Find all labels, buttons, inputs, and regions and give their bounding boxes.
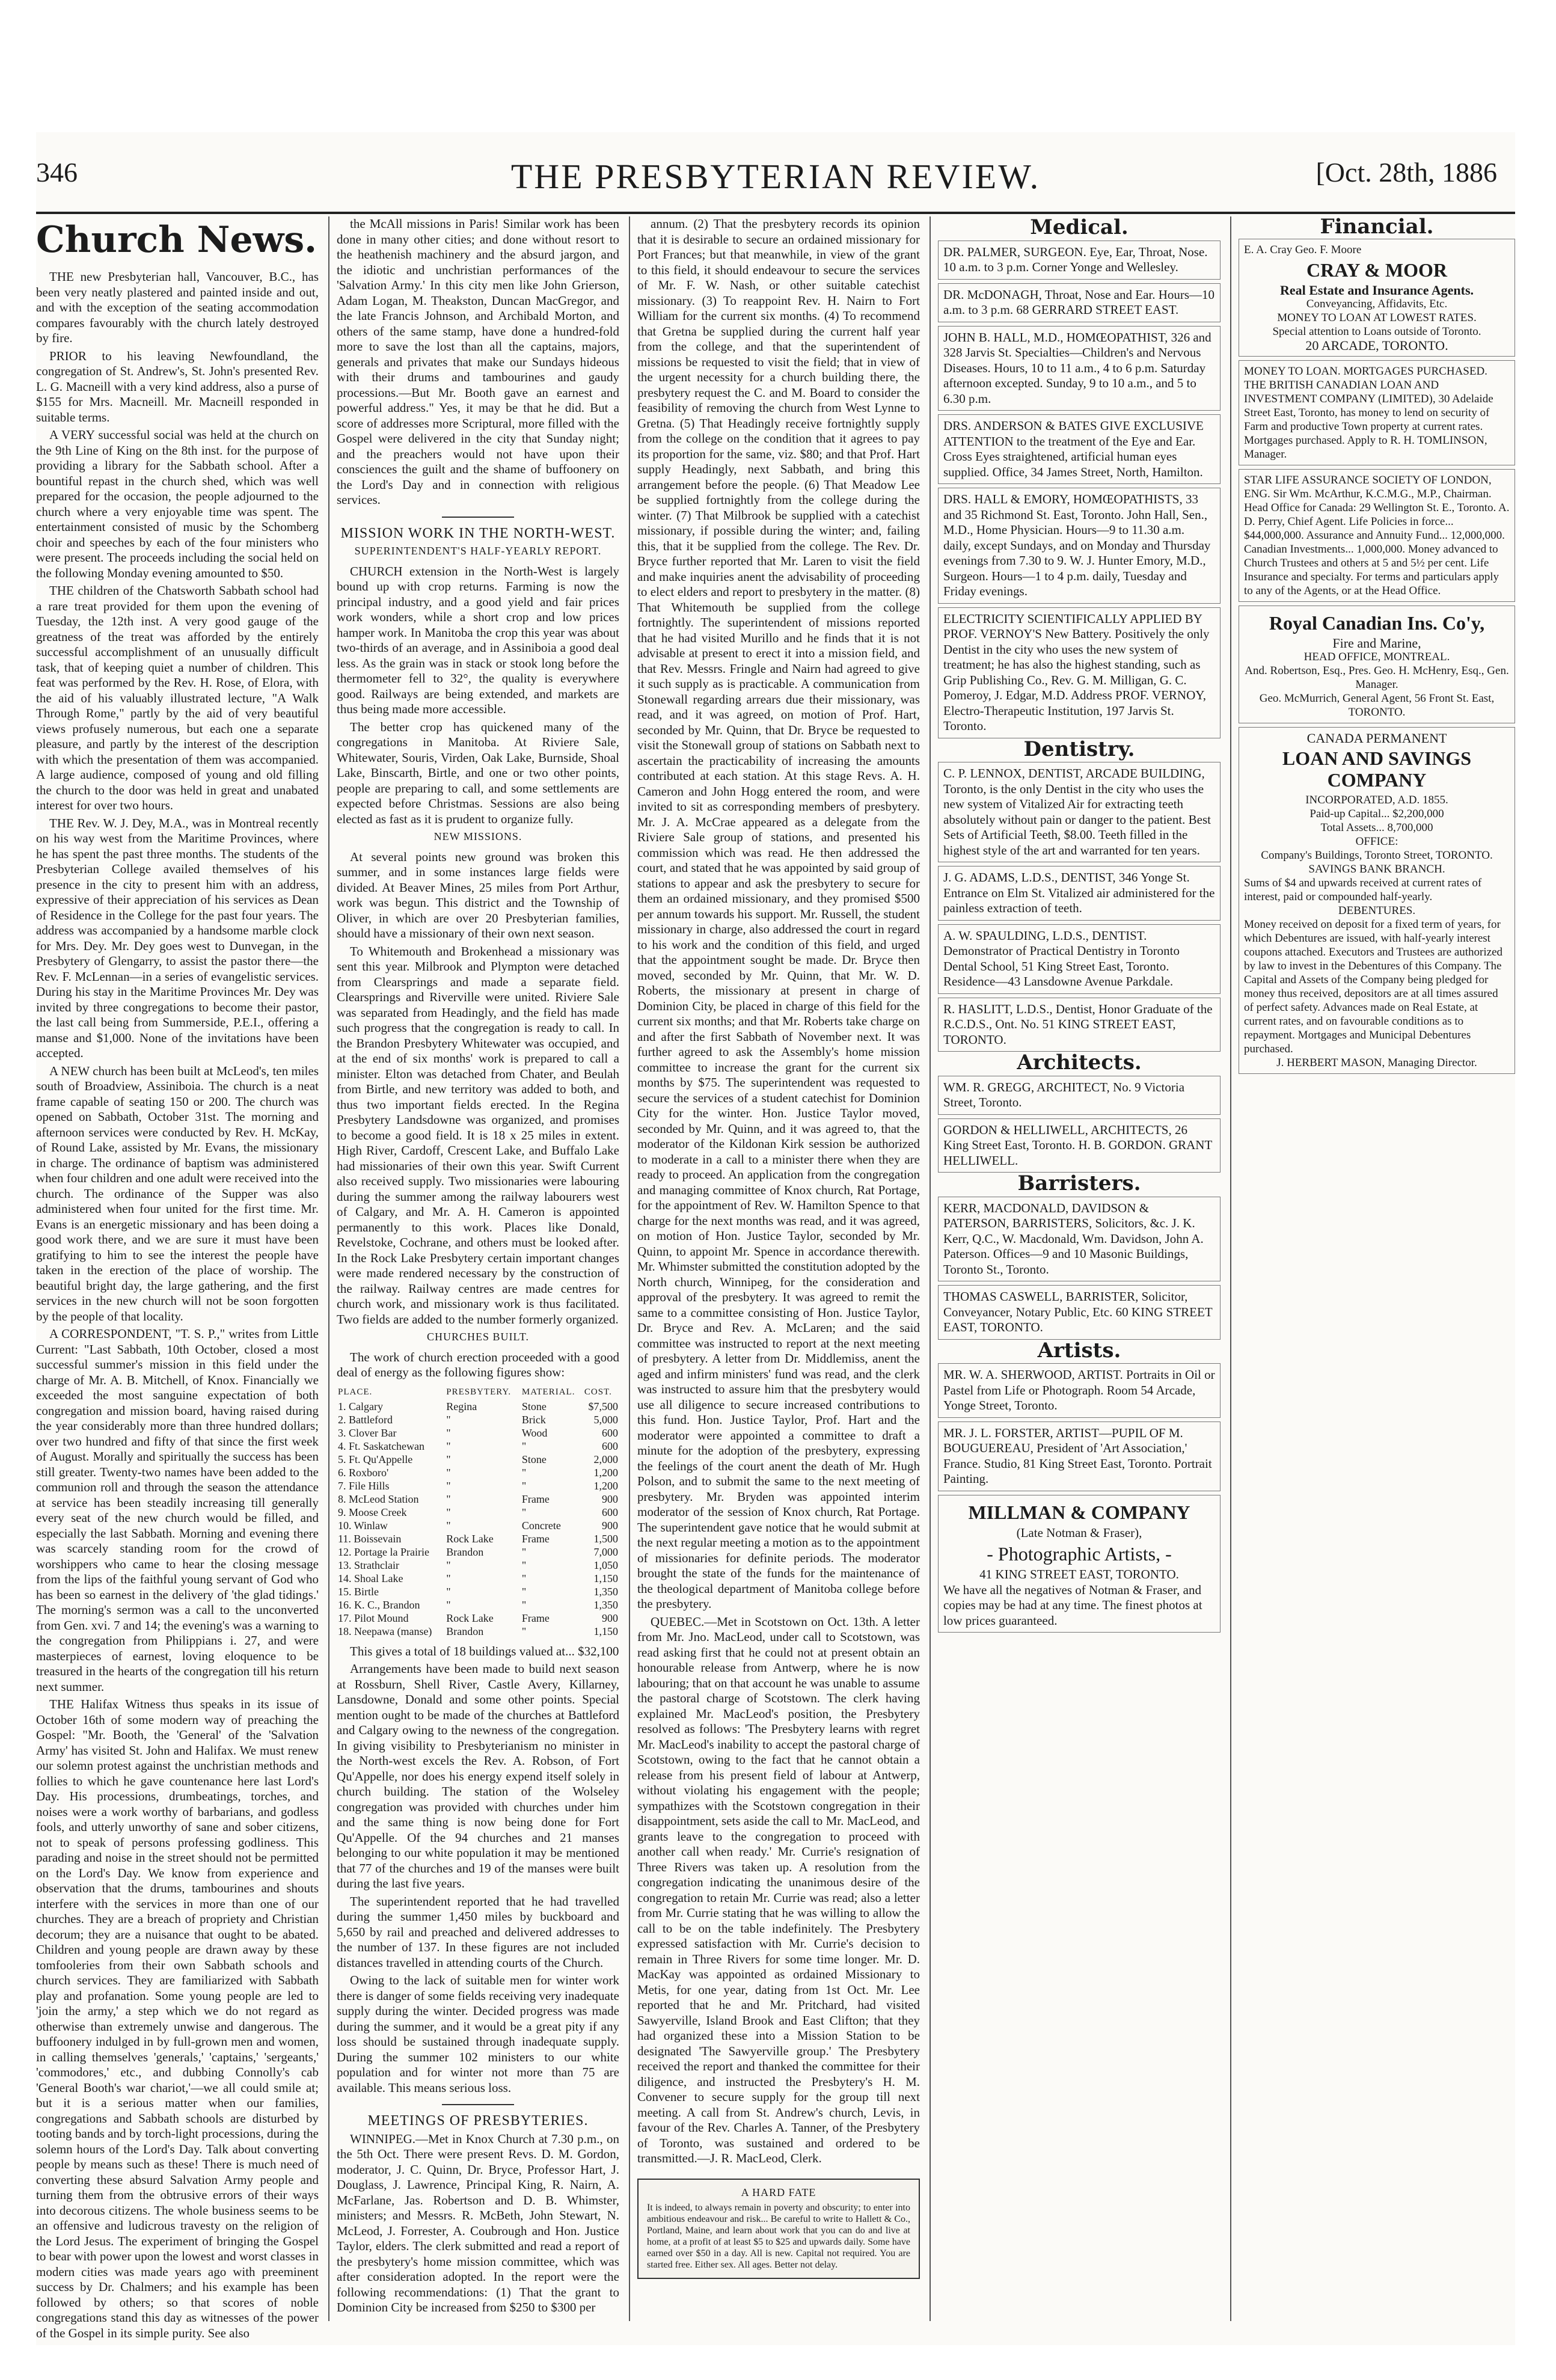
article-paragraph: THE children of the Chatsworth Sabbath school had a rare treat provided for them upon the evening of Tuesday, the 12th inst. A very good gauge of the greatness of the treat was afforded by the entirely successful accomplishment of an unusually difficult task, that of keeping quiet a number of children. This feat was performed by the Rev. H. Rose, of Elora, with the aid of his valuably illustrated lecture, "A Walk Through Rome," partly by the aid of very beautiful views profusely numerous, but each one a separate pleasure, and partly by the interest of the description with which the presentation of them was accompanied. A large audience, composed of young and old filling the church to the door was held in great and unabated interest for over two hours. (36, 583, 319, 812)
ad-listing: GORDON & HELLIWELL, ARCHITECTS, 26 King Street East, Toronto. H. B. GORDON. GRANT HELLIWELL. (938, 1118, 1221, 1173)
ad-listing: DRS. ANDERSON & BATES GIVE EXCLUSIVE ATTENTION to the treatment of the Eye and Ear. Cross Eyes straightened, artificial human eyes supplied. Office, 34 James Street, North, Hamilton. (938, 414, 1221, 484)
ad-listing: DR. McDONAGH, Throat, Nose and Ear. Hours—10 a.m. to 3 p.m. 68 GERRARD STREET EAST. (938, 283, 1221, 322)
table-cell: 11. Boissevain (338, 1532, 402, 1545)
ad-millman (938, 1495, 1221, 1633)
table-cell: 1,050 (593, 1559, 618, 1571)
table-cell: 5. Ft. Qu'Appelle (338, 1453, 413, 1465)
ad-listing: KERR, MACDONALD, DAVIDSON & PATERSON, BARRISTERS, Solicitors, &c. J. K. Kerr, Q.C., W. Macdonald, Wm. Davidson, John A. Paterson. Offices—9 and 10 Masonic Buildings, Toronto St., Toronto. (938, 1197, 1221, 1282)
table-cell: Brandon (446, 1625, 484, 1637)
table-cell: 1,150 (593, 1572, 618, 1584)
table-row (337, 1426, 619, 1440)
ad-millman-tagline: - Photographic Artists, - (987, 1543, 1172, 1565)
ad-listing: MR. W. A. SHERWOOD, ARTIST. Portraits in Oil or Pastel from Life or Photograph. Room 54 Arcade, Yonge Street, Toronto. (938, 1363, 1221, 1418)
ad-listing: ELECTRICITY SCIENTIFICALLY APPLIED BY PROF. VERNOY'S New Battery. Positively the only Dentist in the city who uses the new system of treatment; he has also the highest standing, such as Grip Publishing Co., Rev. G. M. Milligan, G. C. Pomeroy, J. Edgar, M.D. Address PROF. VERNOY, Electro-Therapeutic Institution, 197 Jarvis St. Toronto. (938, 607, 1221, 738)
column-rule (328, 216, 329, 2321)
table-cell: " (446, 1559, 451, 1571)
section-divider (442, 2104, 514, 2105)
masthead-title: THE PRESBYTERIAN REVIEW. (510, 157, 1041, 196)
ad-listing: C. P. LENNOX, DENTIST, ARCADE BUILDING, Toronto, is the only Dentist in the city who uses the new system of Vitalized Air for extracting teeth absolutely without pain or danger to the patient. Best Sets of Artificial Teeth, $8.00. Teeth filled in the highest style of the art and warranted for ten years. (938, 762, 1221, 862)
table-cell: " (521, 1559, 527, 1571)
ad-cray-line: Real Estate and Insurance Agents. (1279, 283, 1474, 298)
table-cell: 9. Moose Creek (338, 1506, 407, 1518)
column-financial-ads (1239, 216, 1515, 2321)
section-heading: Church News. (36, 219, 317, 261)
column-presbytery-meetings (637, 216, 920, 2321)
table-cell: " (521, 1545, 527, 1558)
ad-section-heading: Artists. (1037, 1338, 1121, 1363)
table-cell: " (446, 1519, 451, 1532)
ad-listing: J. G. ADAMS, L.D.S., DENTIST, 346 Yonge St. Entrance on Elm St. Vitalized air administered for the painless extraction of teeth. (938, 866, 1221, 921)
table-row (337, 1492, 619, 1506)
ad-royal-office: HEAD OFFICE, MONTREAL. (1303, 651, 1450, 663)
article-paragraph: A CORRESPONDENT, "T. S. P.," writes from Little Current: "Last Sabbath, 10th October, closed a most successful summer's mission in this field under the charge of Mr. A. B. Mitchell, of Knox. Financially we exceeded the most sanguine expectation of both congregation and mission board, having raised during the year considerably more than three hundred dollars; over two hundred and fifty of that since the first week of August. Morally and spiritually the success has been still greater. Twenty-two names have been added to the communion roll and through the season the attendance at service has been steadily increasing till generally every seat of the new church would be filled, and especially the last Sabbath. Morning and evening there was scarcely standing room for the crowd of worshippers who came to hear the closing message from the lips of the faithful young servant of God who has been so earnest in the delivery of 'the glad tidings.' The morning's sermon was a call to the unconverted from Gen. xvi. 7 and 14; the evening's was a warning to the congregation from Philippians i. 27, and were masterpieces of earnest, loving eloquence to be treasured in the hearts of the congregation till his return next summer. (36, 1326, 319, 1694)
table-cell: 600 (602, 1506, 618, 1518)
table-cell: 8. McLeod Station (338, 1492, 419, 1505)
table-cell: 16. K. C., Brandon (338, 1598, 420, 1611)
ad-millman-sub: (Late Notman & Fraser), (1016, 1525, 1142, 1540)
section-divider (442, 517, 514, 518)
table-row (337, 1479, 619, 1492)
table-cell: Brandon (446, 1545, 484, 1558)
article-paragraph: the McAll missions in Paris! Similar work has been done in many other cities; and done without resort to the heathenish machinery and the absurd jargon, and the idiotic and unchristian performances of the 'Salvation Army.' In this city men like John Grierson, Adam Logan, M. Theakston, Duncan MacGregor, and the late Francis Johnson, and Archibald Morton, and others of the same stamp, have done a hundred-fold more to save the lost than all the captains, majors, generals and privates that make our Sundays hideous with their drums and tambourines and gaudy processions.—But Mr. Booth gave an earnest and powerful address." Yes, it may be that he did. But a score of addresses more Scriptural, more filled with the Gospel were delivered in the city that Sunday night; and the preachers would not have upon their consciences the guilt and the shame of buffoonery on the Lord's Day and in connection with religious services. (337, 216, 619, 507)
table-cell: " (446, 1413, 451, 1426)
table-cell: 10. Winlaw (338, 1519, 388, 1532)
table-row (337, 1625, 619, 1638)
table-cell: " (446, 1492, 451, 1505)
table-cell: 18. Neepawa (manse) (338, 1625, 432, 1637)
table-cell: Concrete (521, 1519, 561, 1532)
table-cell: " (446, 1598, 451, 1611)
table-row (337, 1519, 619, 1532)
article-paragraph: THE new Presbyterian hall, Vancouver, B.C., has been very neatly plastered and painted inside and out, and with the exception of the seating accommodation compares favourably with the church lately destroyed by fire. (36, 269, 319, 345)
ad-cp-office: Company's Buildings, Toronto Street, TORONTO. (1261, 849, 1493, 862)
table-cell: 4. Ft. Saskatchewan (338, 1440, 424, 1452)
table-cell: " (446, 1466, 451, 1479)
table-cell: $7,500 (588, 1400, 618, 1412)
ad-royal-agent: Geo. McMurrich, General Agent, 56 Front St. East, TORONTO. (1259, 692, 1495, 719)
ad-millman-name: MILLMAN & COMPANY (968, 1501, 1190, 1523)
table-row (337, 1440, 619, 1453)
ad-royal-canadian (1239, 606, 1515, 723)
article-paragraph: PRIOR to his leaving Newfoundland, the congregation of St. Andrew's, St. John's presented Rev. L. G. Macneill with a very kind address, also a purse of $155 for Mrs. Macneill. Mr. Macneill responded in suitable terms. (36, 348, 319, 425)
ad-listing: STAR LIFE ASSURANCE SOCIETY OF LONDON, ENG. Sir Wm. McArthur, K.C.M.G., M.P., Chairman. Head Office for Canada: 29 Wellington St. E., Toronto. A. D. Perry, Chief Agent. Life Policies in force... $44,000,000. Assurance and Annuity Fund... 12,000,000. Canadian Investments... 1,000,000. Money advanced to Church Trustees and others at 5 and 5½ per cent. Life Insurance and specialty. For terms and particulars apply to any of the Agents, or at the Head Office. (1239, 469, 1515, 602)
table-cell: 14. Shoal Lake (338, 1572, 403, 1584)
table-total: This gives a total of 18 buildings valued at... $32,100 (350, 1643, 619, 1658)
ad-cp-big: LOAN AND SAVINGS COMPANY (1282, 747, 1472, 791)
ad-cp-manager: J. HERBERT MASON, Managing Director. (1276, 1057, 1477, 1069)
ad-listing: MR. J. L. FORSTER, ARTIST—PUPIL OF M. BOUGUEREAU, President of 'Art Association,' France. Studio, 81 King Street East, Toronto. Portrait Painting. (938, 1422, 1221, 1491)
ad-cray-money: MONEY TO LOAN AT LOWEST RATES. (1277, 311, 1477, 324)
table-row (337, 1506, 619, 1519)
article-paragraph: The work of church erection proceeded with a good deal of energy as the following figures show: (337, 1349, 619, 1379)
table-cell: " (521, 1479, 527, 1492)
ad-cray-name: CRAY & MOOR (1306, 259, 1448, 281)
ad-cp-paid: Paid-up Capital... $2,200,000 (1309, 808, 1444, 820)
article-heading: MEETINGS OF PRESBYTERIES. (367, 2113, 589, 2129)
ad-cp-deb: DEBENTURES. (1338, 904, 1416, 917)
issue-date: [Oct. 28th, 1886 (1316, 157, 1497, 188)
page-header (36, 156, 1515, 204)
table-cell: 12. Portage la Prairie (338, 1545, 429, 1558)
table-cell: 1,500 (593, 1532, 618, 1545)
article-paragraph: Arrangements have been made to build next season at Rossburn, Shell River, Castle Avery, Killarney, Lansdowne, Donald and some other points. Special mention ought to be made of the churches at Battleford and Calgary owing to the newness of the congregation. In giving visibility to Presbyterianism no minister in the North-west excels the Rev. A. Robson, of Fort Qu'Appelle, nor does his energy expend itself solely in church building. The station of the Wolseley congregation was provided with churches under him and the same thing is now being done for Fort Qu'Appelle. Of the 94 churches and 21 manses belonging to our white population it may be mentioned that 77 of the churches and 19 of the manses were built during the last five years. (337, 1661, 619, 1891)
ad-royal-officers: And. Robertson, Esq., Pres. Geo. H. McHenry, Esq., Gen. Manager. (1245, 664, 1509, 691)
table-cell: " (446, 1479, 451, 1492)
article-paragraph: To Whitemouth and Brokenhead a missionary was sent this year. Milbrook and Plympton were detached from Clearsprings and made a separate field. Clearsprings and Riverville were united. Riviere Sale was separated from Headingly, and the field has made such progress that the congregation is ready to call. In the Brandon Presbytery Whitewater was occupied, and at the end of six months' work is prepared to call a minister. Elton was detached from Chater, and Beulah from Birtle, and new territory was added to both, and thus two important fields erected. In the Regina Presbytery Landsdowne was organized, and promises to become a good field. It is 18 x 25 miles in extent. High River, Cardoff, Crescent Lake, and Buffalo Lake had missionaries of their own this year. Swift Current also received supply. Two missionaries were labouring during the summer among the railway labourers west of Calgary, and Mr. A. H. Cameron is appointed permanently to this work. Places like Donald, Revelstoke, Cochrane, and others must be looked after. In the Rock Lake Presbytery certain important changes were made rendered necessary by the construction of the railway. Railway centres are made centres for church work, and missionary work is thus facilitated. Two fields are added to the number formerly organized. (337, 943, 619, 1326)
table-cell: 1,350 (593, 1585, 618, 1598)
article-paragraph: A NEW church has been built at McLeod's, ten miles south of Broadview, Assiniboia. The church is a neat frame capable of seating 150 or 200. The church was opened on Sabbath, October 31st. The morning and afternoon services were conducted by Rev. H. McKay, of Round Lake, assisted by Mr. Evans, the missionary in charge. The ordinance of baptism was administered when four children and one adult were received into the church. The ordinance of the Supper was also administered when four united for the first time. Mr. Evans is an energetic missionary and has been doing a good work there, and we are sure it must have been gratifying to him to see the interest the people have taken in the erection of the place of worship. The beautiful bright day, the large gathering, and the first services in the new church will not be soon forgotten by the people of that locality. (36, 1063, 319, 1323)
table-cell: 7. File Hills (338, 1479, 390, 1492)
table-cell: Wood (521, 1426, 548, 1439)
table-cell: " (521, 1572, 527, 1584)
ad-cp-savings-text: Sums of $4 and upwards received at current rates of interest, paid or compounded half-yearly. (1244, 877, 1482, 903)
ad-section-heading: Medical. (1030, 215, 1129, 239)
table-cell: " (521, 1440, 527, 1452)
table-cell: 3. Clover Bar (338, 1426, 397, 1439)
ad-listing: R. HASLITT, L.D.S., Dentist, Honor Graduate of the R.C.D.S., Ont. No. 51 KING STREET EAST, TORONTO. (938, 998, 1221, 1052)
ad-canada-permanent (1239, 727, 1515, 1074)
churches-table (337, 1384, 619, 1638)
table-row (337, 1466, 619, 1479)
ad-cray-moor (1239, 239, 1515, 357)
article-paragraph: At several points new ground was broken this summer, and in some instances large fields were divided. At Beaver Mines, 25 miles from Port Arthur, work was begun. This district and the Township of Oliver, in which are over 20 Presbyterian families, should have a missionary of their own next season. (337, 849, 619, 940)
table-cell: " (446, 1453, 451, 1465)
table-cell: Stone (521, 1453, 547, 1465)
table-cell: 1,350 (593, 1598, 618, 1611)
table-cell: 15. Birtle (338, 1585, 379, 1598)
table-cell: 2,000 (593, 1453, 618, 1465)
table-cell: Brick (521, 1413, 546, 1426)
ad-royal-name: Royal Canadian Ins. Co'y, (1269, 612, 1485, 634)
table-cell: Regina (446, 1400, 477, 1412)
table-row (337, 1598, 619, 1612)
table-cell: 13. Strathclair (338, 1559, 399, 1571)
ad-cp-savings: SAVINGS BANK BRANCH. (1308, 863, 1445, 876)
table-cell: " (446, 1572, 451, 1584)
ad-section-heading: Financial. (1320, 215, 1434, 239)
table-cell: 1,200 (593, 1479, 618, 1492)
article-heading: MISSION WORK IN THE NORTH-WEST. (340, 525, 616, 541)
article-paragraph: The better crop has quickened many of the congregations in Manitoba. At Riviere Sale, Whitewater, Souris, Virden, Oak Lake, Burnside, Shoal Lake, Binscarth, Birtle, and one or two other points, people are preparing to call, and some settlements are expected before Christmas. Sessions are also being elected as fast as it is prudent to organize fully. (337, 719, 619, 826)
ad-cp-inc: INCORPORATED, A.D. 1855. (1305, 794, 1448, 806)
table-cell: 6. Roxboro' (338, 1466, 389, 1479)
table-cell: Frame (521, 1492, 550, 1505)
table-cell: 600 (602, 1426, 618, 1439)
ad-royal-line: Fire and Marine, (1332, 636, 1421, 651)
table-cell: Frame (521, 1612, 550, 1624)
churches-table-body (337, 1400, 619, 1638)
table-cell: 5,000 (593, 1413, 618, 1426)
table-cell: Rock Lake (446, 1532, 494, 1545)
ad-cray-partners: E. A. Cray Geo. F. Moore (1244, 244, 1362, 256)
table-cell: 600 (602, 1440, 618, 1452)
article-paragraph: CHURCH extension in the North-West is largely bound up with crop returns. Farming is now the principal industry, and a good yield and fair prices work wonders, while a short crop and low prices hamper work. In Manitoba the crop this year was about two-thirds of an average, and in Assiniboia a good deal less. As the grain was in stack or stook long before the thermometer fell to 32°, the quality is everywhere good. Railways are being extended, and markets are thus being made more accessible. (337, 563, 619, 716)
table-cell: " (521, 1466, 527, 1479)
article-paragraph: WINNIPEG.—Met in Knox Church at 7.30 p.m., on the 5th Oct. There were present Revs. D. M. Gordon, moderator, J. C. Quinn, Dr. Bryce, Professor Hart, J. Douglass, J. Lawrence, Principal King, R. Nairn, A. McFarlane, Jas. Robertson and D. B. Whimster, ministers; and Messrs. R. McBeth, John Stewart, N. McLeod, J. Forrester, A. Coubrough and Hon. Justice Taylor, elders. The clerk submitted and read a report of the presbytery's home mission committee, which was after consideration adopted. In the report were the following recommendations: (1) That the grant to Dominion City be increased from $250 to $300 per (337, 2131, 619, 2314)
table-header-row (337, 1384, 619, 1400)
advert-hard-fate (637, 2179, 920, 2279)
column-mission-work (337, 216, 619, 2321)
page-number: 346 (36, 157, 78, 188)
table-cell: " (446, 1440, 451, 1452)
table-row (337, 1400, 619, 1413)
ad-section-heading: Barristers. (1017, 1171, 1141, 1195)
ad-cp-name: CANADA PERMANENT (1306, 731, 1447, 746)
column-rule (930, 216, 931, 2321)
ad-listing: JOHN B. HALL, M.D., HOMŒOPATHIST, 326 and 328 Jarvis St. Specialties—Children's and Nervous Diseases. Hours, 10 to 11 a.m., 4 to 6 p.m. Saturday afternoon excepted. Sunday, 9 to 10 a.m., and 5 to 6.30 p.m. (938, 326, 1221, 411)
table-cell: 900 (602, 1519, 618, 1532)
table-cell: 900 (602, 1612, 618, 1624)
ad-section-heading: Dentistry. (1023, 737, 1135, 761)
table-row (337, 1453, 619, 1466)
table-row (337, 1545, 619, 1559)
table-header: MATERIAL. (521, 1387, 575, 1397)
newspaper-page (36, 132, 1515, 2345)
table-row (337, 1612, 619, 1625)
ad-cp-assets: Total Assets... 8,700,000 (1320, 821, 1433, 834)
ad-cp-deb-text: Money received on deposit for a fixed term of years, for which Debentures are issued, with half-yearly interest coupons attached. Executors and Trustees are authorized by law to invest in the Debentures of this Company. The Capital and Assets of the Company being pledged for money thus received, depositors are at all times assured of perfect safety. Advances made on Real Estate, at current rates, and on favourable conditions as to repayment. Mortgages and Municipal Debentures purchased. (1244, 918, 1503, 1055)
article-paragraph: annum. (2) That the presbytery records its opinion that it is desirable to secure an ordained missionary for Port Frances; but that meanwhile, in view of the grant to this field, it should endeavour to secure the services of Mr. F. W. Nash, or other suitable catechist missionary. (3) To reappoint Rev. H. Nairn to Fort William for the current six months. (4) To recommend that Gretna be supplied during the current half year from the college, and that the superintendent of missions be requested to visit the field; that in view of the urgent necessity for a church building there, the presbytery request the C. and M. Board to consider the feasibility of removing the church from West Lynne to Gretna. (5) That Headingly receive fortnightly supply from the college on the condition that it agrees to pay its proportion for the same, viz. $80; and that Prof. Hart supply Headingly, next Sabbath, and bring this arrangement before the people. (6) That Meadow Lee be supplied fortnightly from the college during the winter. (7) That Milbrook be supplied with a catechist missionary, if possible during the winter; and, failing this, that it be supplied from the college. The Rev. Dr. Bryce further reported that Mr. Laren to visit the field and make inquiries anent the advisability of proceeding to elect elders and report to presbytery in the matter. (8) That Whitemouth be supplied from the college fortnightly. The superintendent of missions reported that he had visited Murillo and he finds that it is not advisable at present to erect it into a mission field, and that Rev. Messrs. Fringle and Nairn had agreed to give it such supply as is practicable. A communication from Stonewall regarding arrears due their missionary, was read, and it was agreed, on motion of Prof. Hart, seconded by Mr. Quinn, that Dr. Bryce be requested to visit the Stonewall group of stations on Sabbath next to ascertain the practicability of increasing the amounts contributed at each station. At this stage Revs. A. H. Cameron and John Hogg entered the room, and were invited to sit as corresponding members of presbytery. Mr. J. A. McCrae appeared as a delegate from the Riviere Sale group of stations, and presented his commission which was read. He then addressed the court, and stated that he was appointed by said group of stations to appear and ask the presbytery to secure for them an ordained missionary, and they promised $500 per annum towards his support. Mr. Russell, the student missionary in charge, also addressed the court in regard to his work and the condition of this field, and urged that the appointment sought be made. Dr. Bryce then moved, seconded by Mr. Quinn, that Mr. W. D. Roberts, the missionary at present in charge of Dominion City, be placed in charge of this field for the current six months; and that Mr. Roberts take charge on and after the first Sabbath of November next. It was further agreed to ask the Assembly's home mission committee to increase the grant for the current six months by $75. The superintendent was requested to secure the services of a student catechist for Dominion City for the winter. Hon. Justice Taylor moved, seconded by Mr. Quinn, and it was agreed to, that the moderator of the Kildonan Kirk session be authorized to moderate in a call to a minister there when they are ready to proceed. An application from the congregation and managing committee of Knox church, Rat Portage, for the appointment of Rev. W. Hamilton Spence to that charge for the next months was read, and it was agreed, on motion of Hon. Justice Taylor, seconded by Mr. Quinn, to appoint Mr. Spence in accordance therewith. Mr. Whimster submitted the constitution adopted by the North church, Winnipeg, for the consideration and approval of the presbytery. It was agreed to remit the same to a committee consisting of Hon. Justice Taylor, Dr. Bryce and Rev. A. McLaren; and the said committee was instructed to report at the next meeting of presbytery. A letter from Dr. Middlemiss, anent the aged and infirm ministers' fund was read, and the clerk was instructed to assure him that the presbytery would use all diligence to secure increased contributions to this fund. Hon. Justice Taylor, Prof. Hart and the moderator were appointed a committee to draft a minute for the adoption of the presbytery, expressing the feelings of the court anent the death of Mr. Hugh Polson, and to submit the same to the next meeting of presbytery. Mr. Bryden was appointed interim moderator of the session of Knox church, Rat Portage. The superintendent gave notice that he would submit at the next regular meeting a motion as to the appointment of missionaries for definite periods. The moderator brought the state of the funds for the maintenance of the theological department of Manitoba college before the presbytery. (637, 216, 920, 1611)
article-subheading: SUPERINTENDENT'S HALF-YEARLY REPORT. (354, 545, 602, 557)
table-cell: 2. Battleford (338, 1413, 393, 1426)
article-paragraph: Owing to the lack of suitable men for winter work there is danger of some fields receiving very inadequate supply during the winter. Decided progress was made during the summer, and it would be a great pity if any loss should be sustained through inadequate supply. During the summer 102 ministers to our white population and for winter not more than 75 are available. This means serious loss. (337, 1973, 619, 2095)
article-subheading: CHURCHES BUILT. (426, 1331, 530, 1343)
table-row (337, 1532, 619, 1545)
table-cell: 900 (602, 1492, 618, 1505)
table-cell: Stone (521, 1400, 547, 1412)
table-row (337, 1559, 619, 1572)
header-rule (36, 212, 1515, 214)
table-cell: Rock Lake (446, 1612, 494, 1624)
article-paragraph: THE Halifax Witness thus speaks in its issue of October 16th of some modern way of preaching the Gospel: "Mr. Booth, the 'General' of the 'Salvation Army' has visited St. John and Halifax. We must renew our solemn protest against the unchristian methods and follies to which he gave countenance here last Lord's Day. His processions, drumbeatings, torches, and noises were a work worthy of barbarians, and godless fools, and utterly unworthy of sane and sober citizens, not to speak of persons professing godliness. This parading and noise in the street should not be permitted on the Lord's Day. We know from experience and observation that the drums, tambourines and shouts interfere with the services in more than one of our churches. They are a breach of propriety and Christian decorum; they are a nuisance that ought to be abated. Children and young people are drawn away by these tomfooleries from their own Sabbath schools and church services. They are familiarized with Sabbath play and profanation. Some young people are led to 'join the army,' a step which we do not regard as otherwise than extremely unwise and dangerous. The buffoonery indulged in by full-grown men and women, in calling themselves 'generals,' 'captains,' 'sergeants,' 'commodores,' etc., and dubbing Connolly's cab 'General Booth's war chariot,'—we all could smile at; but it is a serious matter when our families, congregations and Sabbath schools are disturbed by tooting bands and by torch-light processions, during the solemn hours of the Lord's Day. Talk about converting people by means such as these! There is much need of converting these absurd Salvation Army people and turning them from the obtrusive errors of their ways into decorous citizens. The whole business seems to be an offensive and ludicrous travesty on the religion of the Lord Jesus. The experiment of bringing the Gospel to bear with power upon the lowest and worst classes in modern cities was made years ago with preeminent success by Dr. Chalmers; and his example has been followed by others; so that scores of noble congregations stand this day as witnesses of the power of the Gospel in its simple purity. See also (36, 1697, 319, 2340)
ad-millman-note: We have all the negatives of Notman & Fraser, and copies may be had at any time. The finest photos at low prices guaranteed. (943, 1582, 1202, 1628)
article-paragraph: THE Rev. W. J. Dey, M.A., was in Montreal recently on his way west from the Maritime Provinces, where he has spent the past three months. The students of the Presbyterian College availed themselves of his presence in the city to present him with an address, expressive of their appreciation of his services as Dean of Residence in the College for the past four years. The address was accompanied by a handsome marble clock for Mrs. Dey. Mr. Dey goes west to Dunvegan, in the Presbytery of Glengarry, to assist the pastor there—the Rev. F. McLennan—in a series of evangelistic services. During his stay in the Maritime Provinces Mr. Dey was invited by three congregations to become their pastor, the last call being from Summerside, P.E.I., offering a manse and $1,000. None of the invitations have been accepted. (36, 815, 319, 1060)
ad-listing: WM. R. GREGG, ARCHITECT, No. 9 Victoria Street, Toronto. (938, 1076, 1221, 1115)
advert-text: It is indeed, to always remain in poverty and obscurity; to enter into ambitious endeavour and risk... Be careful to write to Hallett & Co., Portland, Maine, and learn about work that you can do and live at home, at a profit of at least $5 to $25 and upwards daily. Some have earned over $50 in a day. All is new. Capital not required. You are started free. Either sex. All ages. Better not delay. (647, 2202, 910, 2270)
table-cell: 17. Pilot Mound (338, 1612, 409, 1624)
table-cell: " (521, 1625, 527, 1637)
table-header: PRESBYTERY. (446, 1387, 512, 1397)
advert-title: A HARD FATE (741, 2186, 816, 2198)
ad-millman-address: 41 KING STREET EAST, TORONTO. (979, 1567, 1179, 1581)
table-cell: " (446, 1506, 451, 1518)
ad-listing: MONEY TO LOAN. MORTGAGES PURCHASED. THE BRITISH CANADIAN LOAN AND INVESTMENT COMPANY (LIMITED), 30 Adelaide Street East, Toronto, has money to lend on security of Farm and productive Town property at current rates. Mortgages purchased. Apply to R. H. TOMLINSON, Manager. (1239, 360, 1515, 465)
column-rule (1230, 216, 1231, 2321)
article-paragraph: A VERY successful social was held at the church on the 9th Line of King on the 8th inst. for the purpose of providing a library for the Sabbath school. After a bountiful repast in the church shed, which was well prepared for the occasion, the people adjourned to the church where a very enjoyable time was spent. The entertainment consisted of music by the Schomberg choir and speeches by each of the four ministers who were present. The proceeds including the social held on the following Monday evening amounted to $50. (36, 428, 319, 580)
table-cell: " (521, 1598, 527, 1611)
table-cell: " (521, 1506, 527, 1518)
ad-section-heading: Architects. (1017, 1050, 1142, 1075)
table-cell: 1,200 (593, 1466, 618, 1479)
table-header: COST. (584, 1387, 612, 1397)
table-row (337, 1413, 619, 1426)
table-cell: " (446, 1585, 451, 1598)
table-row (337, 1572, 619, 1585)
table-cell: 1. Calgary (338, 1400, 383, 1412)
ad-cray-special: Special attention to Loans outside of Toronto. (1272, 325, 1481, 338)
ad-listing: DRS. HALL & EMORY, HOMŒOPATHISTS, 33 and 35 Richmond St. East, Toronto. John Hall, Sen., M.D., Home Physician. Hours—9 to 11.30 a.m. daily, except Sundays, and on Monday and Thursday evenings from 7.30 to 9. W. J. Hunter Emory, M.D., Surgeon. Hours—1 to 4 p.m. daily, Tuesday and Friday evenings. (938, 488, 1221, 604)
ad-cray-services: Conveyancing, Affidavits, Etc. (1306, 298, 1448, 310)
table-cell: 1,150 (593, 1625, 618, 1637)
table-header: PLACE. (338, 1387, 373, 1397)
table-cell: " (521, 1585, 527, 1598)
table-row (337, 1585, 619, 1598)
ad-listing: A. W. SPAULDING, L.D.S., DENTIST. Demonstrator of Practical Dentistry in Toronto Dental School, 51 King Street East, Toronto. Residence—43 Lansdowne Avenue Parkdale. (938, 924, 1221, 994)
ad-listing: DR. PALMER, SURGEON. Eye, Ear, Throat, Nose. 10 a.m. to 3 p.m. Corner Yonge and Wellesley. (938, 241, 1221, 280)
table-cell: " (446, 1426, 451, 1439)
article-paragraph: The superintendent reported that he had travelled during the summer 1,450 miles by buckboard and 5,650 by rail and preached and delivered addresses to the number of 137. In these figures are not included distances travelled in attending courts of the Church. (337, 1894, 619, 1970)
ad-cp-office-label: OFFICE: (1355, 835, 1398, 848)
column-advertisements (938, 216, 1221, 2321)
article-subheading: NEW MISSIONS. (433, 830, 522, 842)
article-paragraph: QUEBEC.—Met in Scotstown on Oct. 13th. A letter from Mr. Jno. MacLeod, under call to Scotstown, was read asking first that he could not at present obtain an honourable release from Antwerp, where he is now labouring; that on that account he was unable to assume the pastoral charge of Scotstown. The clerk having explained Mr. MacLeod's position, the Presbytery resolved as follows: 'The Presbytery learns with regret Mr. MacLeod's inability to accept the pastoral charge of Scotstown, owing to the fact that he cannot obtain a release from his present field of labour at Antwerp, without violating his engagement with the people; sympathizes with the Scotstown congregation in their disappointment, sets aside the call to Mr. MacLeod, and grants leave to the congregation to proceed with another call when ready.' Mr. Currie's resignation of Three Rivers was taken up. A resolution from the congregation indicating the unanimous desire of the congregation to retain Mr. Currie was read; also a letter from Mr. Currie stating that he was willing to allow the call to be on the table indefinitely. The Presbytery expressed satisfaction with Mr. Currie's decision to remain in Three Rivers for some time longer. Mr. D. MacKay was appointed as ordained Missionary to Metis, for one year, dating from 1st Oct. Mr. Lee reported that he and Mr. Pritchard, had visited Sawyerville, Island Brook and East Clifton; that they had organized these into a Mission Station to be designated 'The Sawyerville group.' The Presbytery received the report and thanked the committee for their diligence, and instructed the Presbytery's H. M. Convener to secure supply for the group till next meeting. A call from St. Andrew's church, Levis, in favour of the Rev. Charles A. Tanner, of the Presbytery of Toronto, was sustained and ordered to be transmitted.—J. R. MacLeod, Clerk. (637, 1614, 920, 2165)
ad-listing: THOMAS CASWELL, BARRISTER, Solicitor, Conveyancer, Notary Public, Etc. 60 KING STREET EAST, TORONTO. (938, 1285, 1221, 1340)
table-cell: 7,000 (593, 1545, 618, 1558)
column-rule (629, 216, 630, 2321)
column-church-news (36, 216, 319, 2340)
table-cell: Frame (521, 1532, 550, 1545)
ad-cray-address: 20 ARCADE, TORONTO. (1305, 338, 1448, 353)
